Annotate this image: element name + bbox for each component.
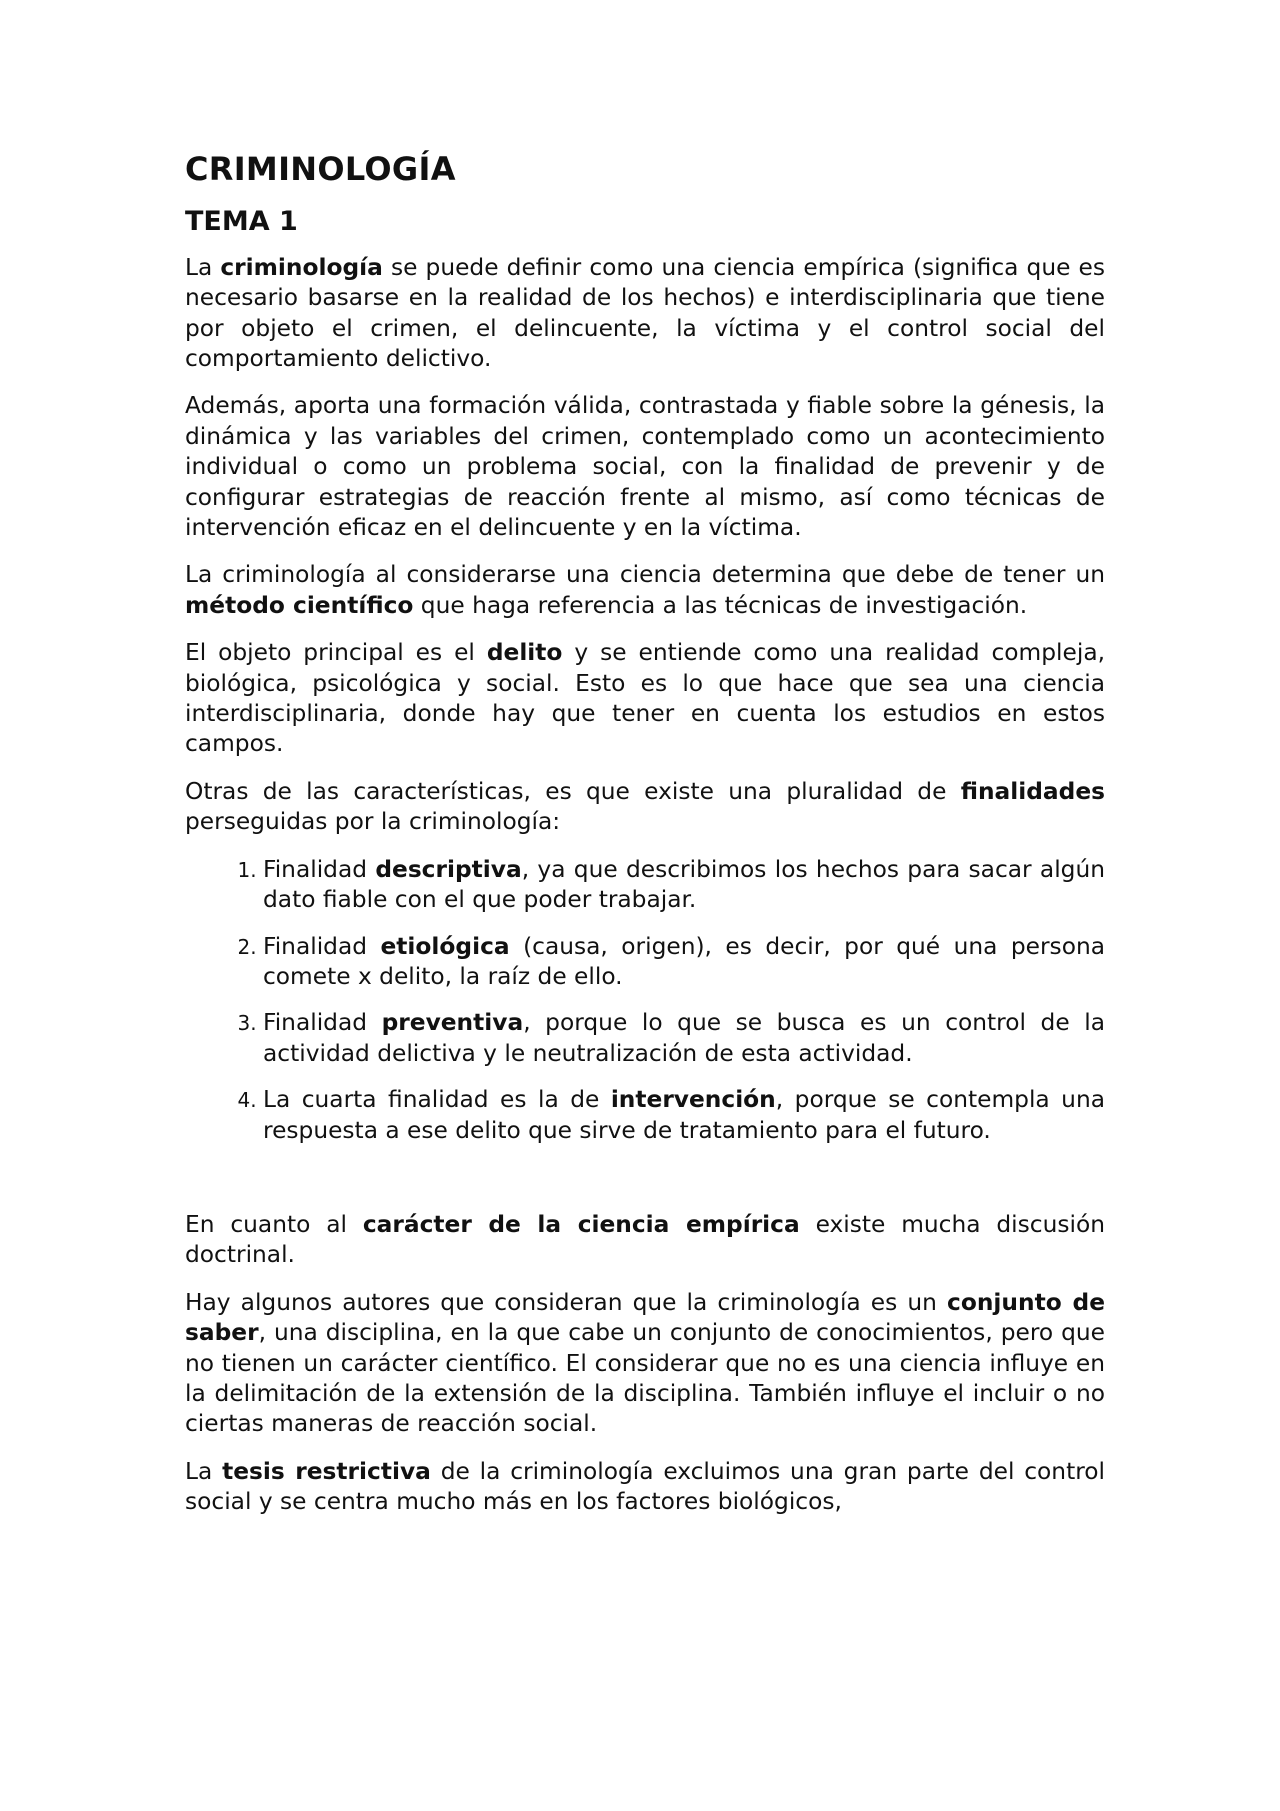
- paragraph-contribution: [185, 391, 1105, 543]
- text-run: de la criminología excluimos una gran parte del control social y se centra mucho más en los factores biológicos,: [185, 1457, 1105, 1516]
- paragraph-authors: [185, 1288, 1105, 1440]
- paragraph-object: [185, 638, 1105, 760]
- text-run: Finalidad: [263, 855, 376, 883]
- text-run: Otras de las características, es que existe una pluralidad de: [185, 777, 961, 805]
- text-run: Además, aporta una formación válida, contrastada y fiable sobre la génesis, la dinámica y las variables del crimen, contemplado como un acontecimiento individual o como un problema social, con la finalidad de prevenir y de configurar estrategias de reacción frente al mismo, así como técnicas de intervención eficaz en el delincuente y en la víctima.: [185, 392, 1105, 542]
- bold-term: carácter de la ciencia empírica: [362, 1210, 800, 1238]
- text-run: existe mucha discusión doctrinal.: [185, 1210, 1105, 1269]
- document-title: CRIMINOLOGÍA: [185, 150, 456, 188]
- blank-line: [185, 1163, 1105, 1210]
- paragraph-method: [185, 560, 1105, 621]
- bold-term: delito: [486, 639, 563, 667]
- bold-term: conjunto de saber: [185, 1288, 1105, 1347]
- text-run: La: [185, 1457, 223, 1485]
- bold-term: preventiva: [381, 1009, 524, 1037]
- bold-term: descriptiva: [375, 855, 522, 883]
- document-subtitle: TEMA 1: [185, 206, 298, 238]
- text-run: perseguidas por la criminología:: [185, 808, 561, 836]
- bold-term: método científico: [185, 591, 414, 619]
- bold-term: intervención: [610, 1086, 776, 1114]
- text-run: Finalidad: [263, 932, 381, 960]
- bold-term: etiológica: [380, 932, 510, 960]
- paragraph-restrictive-thesis: [185, 1457, 1105, 1518]
- text-run: , porque se contempla una respuesta a ese delito que sirve de tratamiento para el futuro.: [263, 1086, 1105, 1144]
- bold-term: finalidades: [960, 777, 1105, 805]
- bold-term: criminología: [220, 253, 383, 281]
- document-page: [185, 150, 1105, 1535]
- text-run: , porque lo que se busca es un control de la actividad delictiva y le neutralización de esta actividad.: [263, 1009, 1105, 1067]
- list-item: [263, 1008, 1105, 1069]
- text-run: En cuanto al: [185, 1210, 363, 1238]
- text-run: La cuarta finalidad es la de: [263, 1086, 611, 1114]
- text-run: , ya que describimos los hechos para sacar algún dato fiable con el que poder trabajar.: [263, 855, 1105, 914]
- bold-term: tesis restrictiva: [222, 1457, 431, 1485]
- text-run: La: [185, 253, 221, 281]
- text-run: Finalidad: [263, 1009, 382, 1037]
- list-item: [263, 932, 1105, 993]
- text-run: El objeto principal es el: [185, 639, 487, 667]
- list-item: [263, 855, 1105, 916]
- text-run: Hay algunos autores que consideran que la criminología es un: [185, 1288, 948, 1316]
- text-run: (causa, origen), es decir, por qué una persona comete x delito, la raíz de ello.: [263, 932, 1105, 990]
- text-run: La criminología al considerarse una ciencia determina que debe de tener un: [185, 561, 1105, 589]
- paragraph-aims-intro: [185, 777, 1105, 838]
- paragraph-definition: [185, 253, 1105, 375]
- text-run: que haga referencia a las técnicas de investigación.: [413, 591, 1028, 619]
- aims-list: [185, 855, 1105, 1146]
- list-item: [263, 1085, 1105, 1146]
- text-run: se puede definir como una ciencia empírica (significa que es necesario basarse en la realidad de los hechos) e interdisciplinaria que tiene por objeto el crimen, el delincuente, la víctima y el control social del comportamiento delictivo.: [185, 253, 1105, 372]
- text-run: , una disciplina, en la que cabe un conjunto de conocimientos, pero que no tienen un carácter científico. El considerar que no es una ciencia influye en la delimitación de la extensión de la disciplina. También influye el incluir o no ciertas maneras de reacción social.: [185, 1319, 1105, 1438]
- text-run: y se entiende como una realidad compleja, biológica, psicológica y social. Esto es lo que hace que sea una ciencia interdisciplinaria, donde hay que tener en cuenta los estudios en estos campos.: [185, 639, 1105, 758]
- paragraph-empirical: [185, 1210, 1105, 1271]
